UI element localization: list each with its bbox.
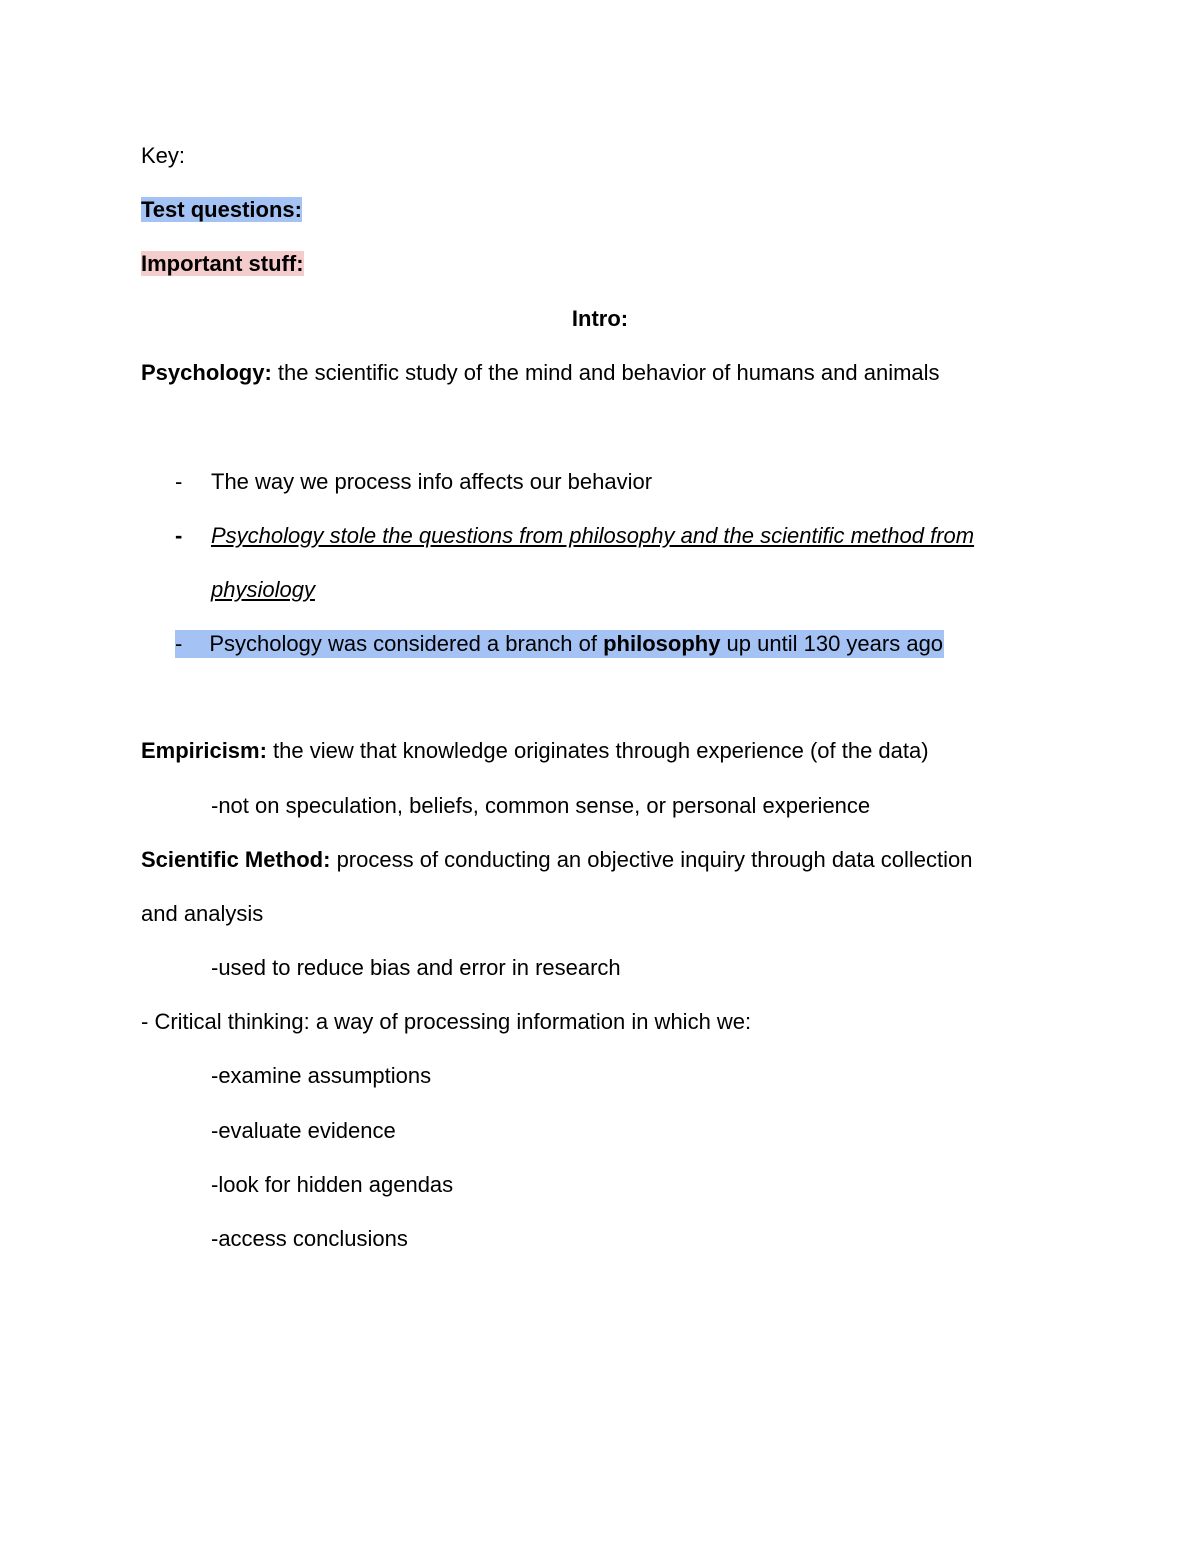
bullet-item-3 [175, 630, 944, 658]
psychology-term: Psychology: [141, 360, 272, 385]
bullet-item-3-text-after: up until 130 years ago [720, 631, 944, 656]
scientific-method-term: Scientific Method: [141, 847, 331, 872]
key-important-stuff [141, 250, 304, 278]
scientific-method-text-2: and analysis [141, 901, 264, 926]
bullet-item-3-text-before: Psychology was considered a branch of [209, 631, 604, 656]
bullet-item-1: The way we process info affects our behavior [211, 469, 653, 494]
section-heading: Intro: [571, 306, 629, 331]
critical-thinking-item: -look for hidden agendas [211, 1172, 454, 1197]
scientific-method-note: -used to reduce bias and error in research [211, 955, 621, 980]
bullet-dash: - [175, 631, 183, 656]
critical-thinking-item: -access conclusions [211, 1226, 408, 1251]
bullet-dash: - [175, 523, 183, 548]
important-stuff-label: Important stuff: [141, 251, 304, 276]
critical-thinking-item: -examine assumptions [211, 1063, 432, 1088]
critical-thinking-intro: - Critical thinking: a way of processing information in which we: [141, 1009, 752, 1034]
scientific-method-text-1: process of conducting an objective inquiry through data collection [330, 847, 973, 872]
empiricism-term: Empiricism: [141, 738, 267, 763]
critical-thinking-item: -evaluate evidence [211, 1118, 396, 1143]
bullet-dash: - [175, 469, 183, 494]
bullet-item-2-line-2: physiology [211, 577, 315, 602]
empiricism-note: -not on speculation, beliefs, common sense, or personal experience [211, 793, 871, 818]
key-label: Key: [141, 143, 186, 168]
key-test-questions [141, 196, 302, 224]
empiricism-text: the view that knowledge originates through experience (of the data) [266, 738, 929, 763]
bullet-item-2-line-1: Psychology stole the questions from philosophy and the scientific method from [211, 523, 975, 548]
bullet-item-3-bold: philosophy [603, 631, 721, 656]
psychology-definition [141, 359, 940, 387]
test-questions-label: Test questions: [141, 197, 302, 222]
empiricism-definition [141, 737, 929, 765]
scientific-method-definition [141, 846, 973, 874]
psychology-text: the scientific study of the mind and behavior of humans and animals [271, 360, 940, 385]
